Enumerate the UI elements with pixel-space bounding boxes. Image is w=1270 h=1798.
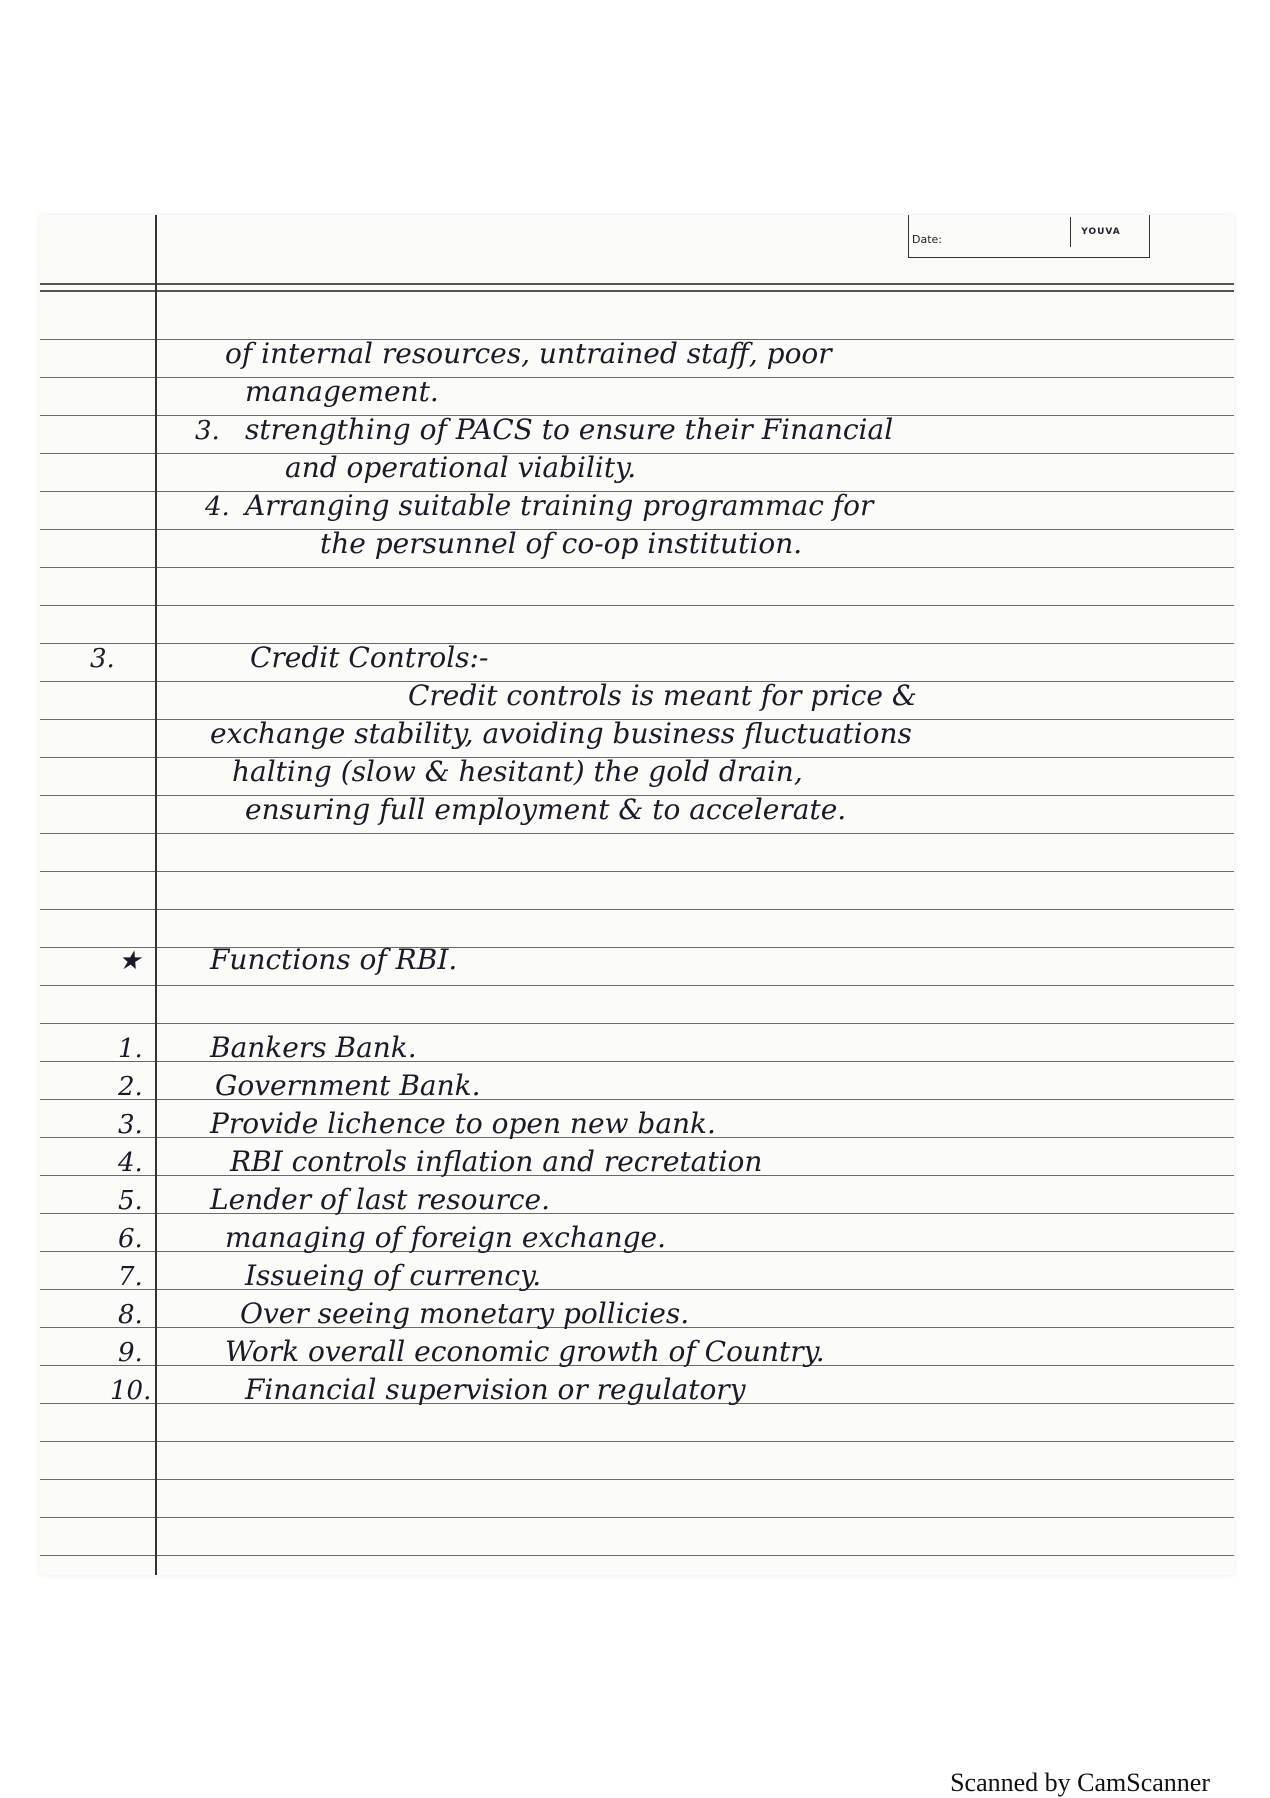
- header-rule: [40, 283, 1234, 285]
- ruled-line: [40, 833, 1234, 834]
- list-item: RBI controls inflation and recretation: [230, 1145, 763, 1178]
- item-number: 3.: [195, 416, 220, 446]
- text-line: the persunnel of co-op institution.: [320, 527, 803, 560]
- list-number: 8.: [118, 1300, 143, 1330]
- list-item: Government Bank.: [215, 1069, 481, 1102]
- text-line: of internal resources, untrained staff, poor: [225, 337, 832, 370]
- ruled-line: [40, 909, 1234, 910]
- header-rule-second: [40, 290, 1234, 292]
- text-line: exchange stability, avoiding business fluctuations: [210, 717, 912, 750]
- list-number: 5.: [118, 1186, 143, 1216]
- list-number: 4.: [118, 1148, 143, 1178]
- text-line: management.: [245, 375, 439, 408]
- list-item: Bankers Bank.: [210, 1031, 417, 1064]
- ruled-line: [40, 643, 1234, 644]
- brand-logo-text: YOUVA: [1081, 227, 1121, 237]
- section-heading: Functions of RBI.: [210, 943, 458, 976]
- list-number: 7.: [118, 1262, 143, 1292]
- text-line: Arranging suitable training programmac for: [245, 489, 874, 522]
- text-line: halting (slow & hesitant) the gold drain,: [232, 755, 803, 788]
- ruled-line: [40, 1023, 1234, 1024]
- list-item: Financial supervision or regulatory: [245, 1373, 746, 1406]
- list-item: managing of foreign exchange.: [225, 1221, 667, 1254]
- section-heading: Credit Controls:-: [250, 641, 489, 674]
- section-number: 3.: [90, 644, 115, 674]
- ruled-line: [40, 605, 1234, 606]
- list-number: 1.: [118, 1034, 143, 1064]
- star-icon: ★: [118, 946, 142, 976]
- list-number: 9.: [118, 1338, 143, 1368]
- list-number: 3.: [118, 1110, 143, 1140]
- ruled-line: [40, 1555, 1234, 1556]
- list-item: Provide lichence to open new bank.: [210, 1107, 716, 1140]
- text-line: ensuring full employment & to accelerate.: [245, 793, 847, 826]
- brand-logo: [1070, 217, 1131, 247]
- list-item: Issueing of currency.: [245, 1259, 542, 1292]
- margin-line: [155, 215, 157, 1575]
- ruled-line: [40, 453, 1234, 454]
- text-line: and operational viability.: [285, 451, 637, 484]
- ruled-line: [40, 377, 1234, 378]
- ruled-line: [40, 1289, 1234, 1290]
- list-item: Lender of last resource.: [210, 1183, 551, 1216]
- ruled-line: [40, 871, 1234, 872]
- list-item: Work overall economic growth of Country.: [225, 1335, 825, 1368]
- ruled-line: [40, 1517, 1234, 1518]
- ruled-line: [40, 1479, 1234, 1480]
- list-number: 10.: [110, 1376, 152, 1406]
- list-item: Over seeing monetary pollicies.: [240, 1297, 690, 1330]
- list-number: 2.: [118, 1072, 143, 1102]
- list-number: 6.: [118, 1224, 143, 1254]
- item-number: 4.: [205, 492, 230, 522]
- scanner-watermark: Scanned by CamScanner: [950, 1768, 1210, 1797]
- ruled-line: [40, 985, 1234, 986]
- text-line: strengthing of PACS to ensure their Financial: [245, 413, 894, 446]
- ruled-line: [40, 567, 1234, 568]
- ruled-line: [40, 1441, 1234, 1442]
- date-label: Date:: [912, 233, 942, 246]
- text-line: Credit controls is meant for price &: [408, 679, 917, 712]
